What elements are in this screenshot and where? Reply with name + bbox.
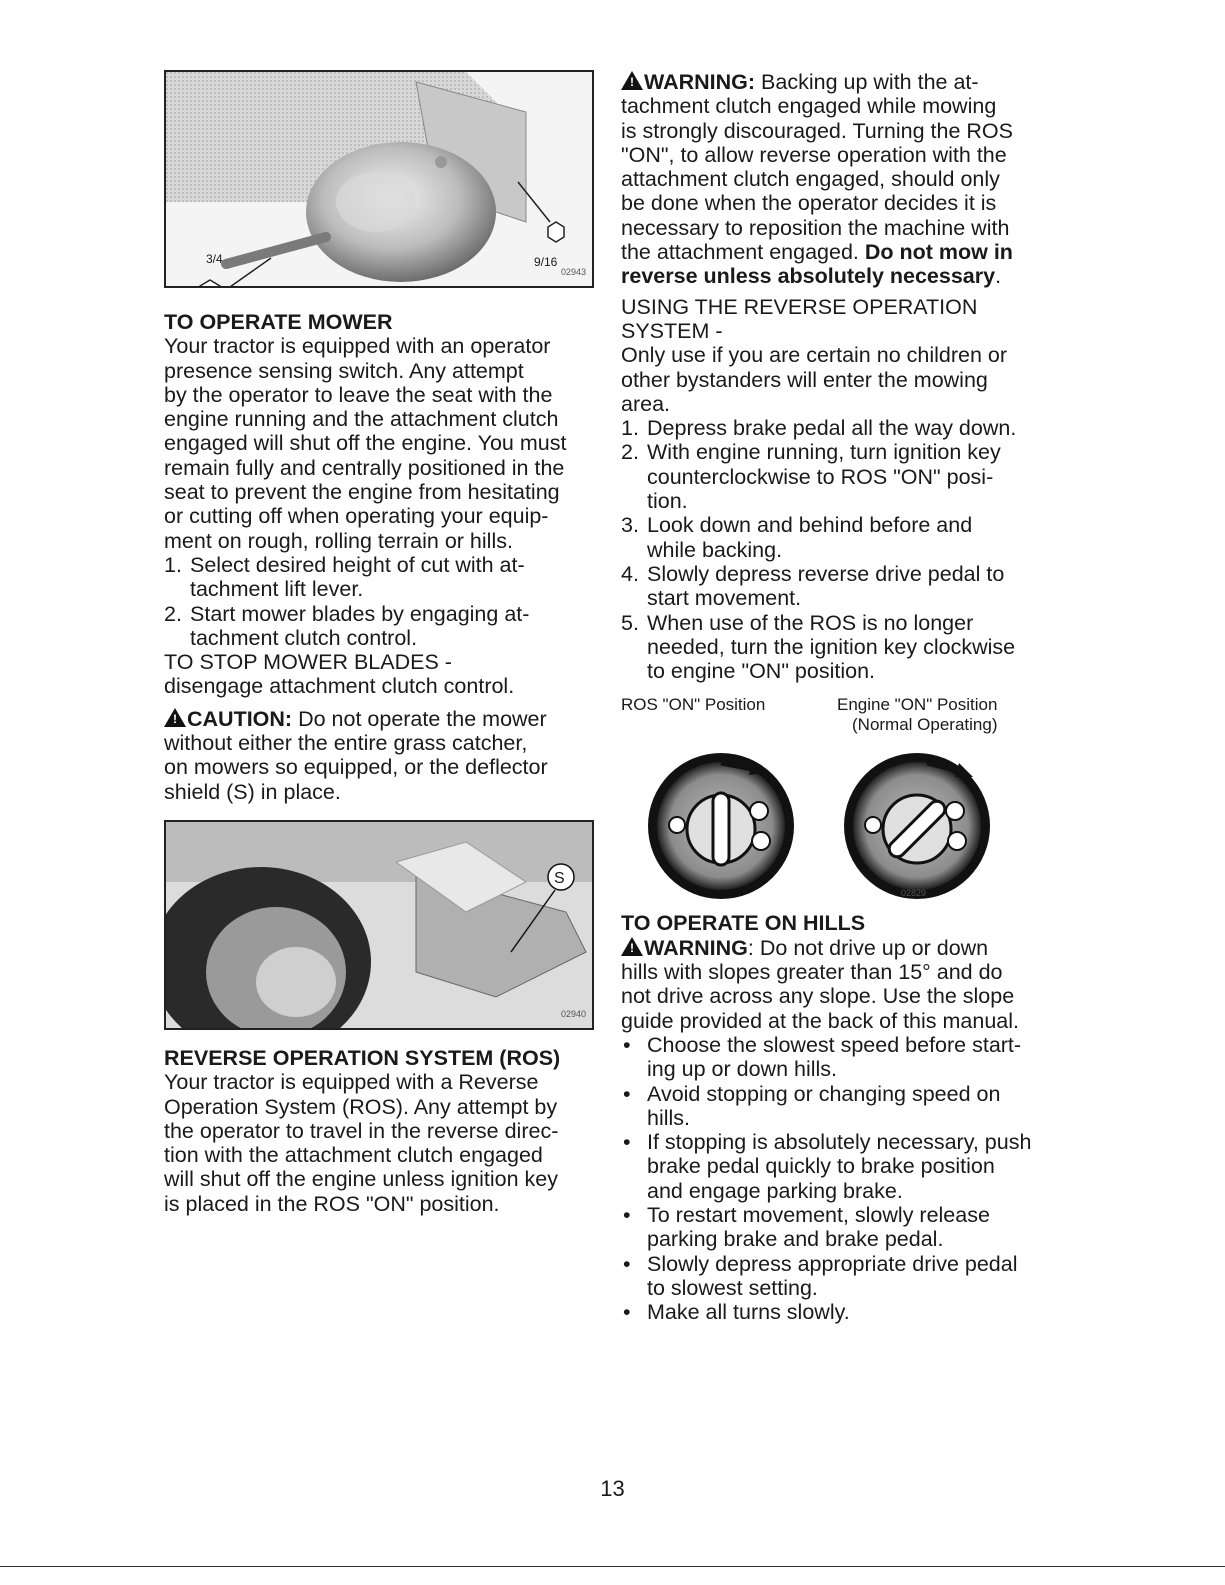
nut-916-icon xyxy=(548,222,564,242)
body-line: tachment clutch engaged while mowing xyxy=(621,94,997,119)
wheel-bolt-illustration xyxy=(166,72,592,286)
body-line: by the operator to leave the seat with the xyxy=(164,382,553,407)
figure-code: 02940 xyxy=(560,1008,586,1019)
body-line xyxy=(621,264,1061,288)
warning-line xyxy=(621,936,1061,960)
engine-key-switch-icon xyxy=(844,753,990,899)
left-column xyxy=(164,70,594,1216)
using-ros-section xyxy=(621,295,1061,684)
bullet-line: parking brake and brake pedal. xyxy=(647,1227,944,1252)
step-line: counterclockwise to ROS "ON" posi- xyxy=(647,464,994,489)
caution-label: CAUTION: xyxy=(187,706,293,731)
bullet-line: • Avoid stopping or changing speed on xyxy=(647,1081,1001,1106)
bullet-line: • Slowly depress appropriate drive pedal xyxy=(647,1251,1018,1276)
bullet-line: brake pedal quickly to brake position xyxy=(647,1154,995,1179)
step-number: 5. xyxy=(621,610,639,635)
body-line: presence sensing switch. Any attempt xyxy=(164,358,524,383)
step-line: With engine running, turn ignition key xyxy=(647,440,1001,465)
list-item xyxy=(621,1203,1061,1252)
page-number: 13 xyxy=(600,1476,625,1501)
step-line: Slowly depress reverse drive pedal to xyxy=(647,561,1005,586)
bullet-line: • Make all turns slowly. xyxy=(647,1300,850,1325)
figure-code: 02829 xyxy=(901,888,927,899)
caution-line xyxy=(164,707,594,731)
step-line: while backing. xyxy=(647,537,783,562)
step-line: Select desired height of cut with at- xyxy=(190,552,525,577)
step-number: 1. xyxy=(621,416,639,441)
body-line: is placed in the ROS "ON" position. xyxy=(164,1191,500,1216)
body-line: "ON", to allow reverse operation with the xyxy=(621,142,1007,167)
bullet-line: ing up or down hills. xyxy=(647,1057,838,1082)
right-column xyxy=(621,70,1061,1324)
warning-text: Backing up with the at- xyxy=(755,70,979,94)
list-item xyxy=(621,1300,1061,1324)
bullet-line: • If stopping is absolutely necessary, push xyxy=(647,1130,1032,1155)
body-line: ment on rough, rolling terrain or hills. xyxy=(164,528,513,553)
bullet-line: • Choose the slowest speed before start- xyxy=(647,1032,1022,1057)
body-line: shield (S) in place. xyxy=(164,779,341,804)
step-line: Look down and behind before and xyxy=(647,513,973,538)
bullet-line: hills. xyxy=(647,1105,691,1130)
body-line: area. xyxy=(621,391,671,416)
deflector-shield-figure xyxy=(164,820,594,1030)
body-line: engaged will shut off the engine. You must xyxy=(164,431,567,456)
list-item xyxy=(621,611,1061,684)
wheel-bolt-figure xyxy=(164,70,594,288)
hills-bullets xyxy=(621,1033,1061,1325)
step-number: 3. xyxy=(621,513,639,538)
body-line: hills with slopes greater than 15° and do xyxy=(621,960,1003,985)
warning-backing-notice xyxy=(621,70,1061,289)
body-line: Operation System (ROS). Any attempt by xyxy=(164,1094,558,1119)
list-item xyxy=(164,553,594,602)
emphasis-text: reverse unless absolutely necessary xyxy=(621,264,996,289)
wrench-size-34-label: 3/4 xyxy=(206,252,223,266)
body-line: tion with the attachment clutch engaged xyxy=(164,1143,543,1168)
list-item xyxy=(621,440,1061,513)
body-line: Your tractor is equipped with an operator xyxy=(164,334,551,359)
body-line: the operator to travel in the reverse direc- xyxy=(164,1118,559,1143)
deflector-shield-illustration xyxy=(166,822,592,1028)
warning-label: WARNING xyxy=(644,935,748,960)
step-number: 1. xyxy=(164,552,182,577)
body-line: guide provided at the back of this manual. xyxy=(621,1008,1020,1033)
body-line: be done when the operator decides it is xyxy=(621,191,997,216)
engine-position-caption: Engine "ON" Position xyxy=(837,695,998,715)
bottom-divider xyxy=(0,1566,1225,1567)
shield-s-label: S xyxy=(554,869,565,887)
body-line: or cutting off when operating your equip- xyxy=(164,504,549,529)
step-line: tachment clutch control. xyxy=(190,625,418,650)
section-heading: TO OPERATE MOWER xyxy=(164,310,393,334)
warning-triangle-icon: ! xyxy=(621,71,643,90)
step-line: tion. xyxy=(647,489,688,514)
caution-notice xyxy=(164,707,594,804)
figure-code: 02943 xyxy=(560,266,586,277)
ros-key-switch-icon xyxy=(648,753,794,899)
body-line: other bystanders will enter the mowing xyxy=(621,367,988,392)
section-title: SYSTEM - xyxy=(621,318,723,343)
step-number: 2. xyxy=(621,440,639,465)
body-line: on mowers so equipped, or the deflector xyxy=(164,755,548,780)
section-heading: REVERSE OPERATION SYSTEM (ROS) xyxy=(164,1045,561,1070)
wrench-size-916-label: 9/16 xyxy=(534,255,558,269)
step-line: start movement. xyxy=(647,586,802,611)
body-line: remain fully and centrally positioned in the xyxy=(164,455,565,480)
warning-triangle-icon: ! xyxy=(621,937,643,956)
ros-section xyxy=(164,1046,594,1216)
period: . xyxy=(995,264,1002,289)
bullet-line: • To restart movement, slowly release xyxy=(647,1202,990,1227)
ros-steps xyxy=(621,416,1061,683)
ros-position-caption: ROS "ON" Position xyxy=(621,695,766,715)
body-line: is strongly discouraged. Turning the ROS xyxy=(621,118,1013,143)
step-line: When use of the ROS is no longer xyxy=(647,610,974,635)
emphasis-text: Do not mow in xyxy=(864,240,1013,265)
body-text: the attachment engaged. xyxy=(621,240,865,265)
ignition-key-figure xyxy=(621,695,1041,899)
engine-position-subcaption: (Normal Operating) xyxy=(852,715,998,735)
body-line: attachment clutch engaged, should only xyxy=(621,167,1000,192)
operate-hills-section xyxy=(621,911,1061,1324)
list-item xyxy=(621,562,1061,611)
step-line: tachment lift lever. xyxy=(190,577,364,602)
section-title: USING THE REVERSE OPERATION xyxy=(621,294,978,319)
warning-triangle-icon: ! xyxy=(164,708,186,727)
step-line: Depress brake pedal all the way down. xyxy=(647,416,1017,441)
bullet-line: to slowest setting. xyxy=(647,1275,818,1300)
section-heading: TO OPERATE ON HILLS xyxy=(621,911,866,936)
list-item xyxy=(621,1033,1061,1082)
warning-label: WARNING: xyxy=(644,70,756,94)
body-line: without either the entire grass catcher, xyxy=(164,731,528,756)
body-line xyxy=(621,240,1061,264)
list-item xyxy=(621,513,1061,562)
caution-text: Do not operate the mower xyxy=(292,706,547,731)
ignition-switch-illustration xyxy=(621,741,1041,911)
list-item xyxy=(621,1252,1061,1301)
stop-blades-text: disengage attachment clutch control. xyxy=(164,674,515,699)
bullet-line: and engage parking brake. xyxy=(647,1178,903,1203)
stop-blades-title: TO STOP MOWER BLADES - xyxy=(164,650,452,675)
body-line: Your tractor is equipped with a Reverse xyxy=(164,1070,539,1095)
body-line: necessary to reposition the machine with xyxy=(621,215,1010,240)
warning-line xyxy=(621,70,1061,94)
step-line: needed, turn the ignition key clockwise xyxy=(647,634,1016,659)
step-number: 4. xyxy=(621,561,639,586)
list-item xyxy=(621,1130,1061,1203)
mower-steps xyxy=(164,553,594,650)
list-item xyxy=(621,1082,1061,1131)
step-line: to engine "ON" position. xyxy=(647,659,876,684)
body-line: Only use if you are certain no children or xyxy=(621,343,1008,368)
body-line: will shut off the engine unless ignition key xyxy=(164,1167,559,1192)
operate-mower-section xyxy=(164,310,594,699)
step-number: 2. xyxy=(164,601,182,626)
body-line: not drive across any slope. Use the slope xyxy=(621,984,1015,1009)
list-item xyxy=(621,416,1061,440)
body-line: seat to prevent the engine from hesitating xyxy=(164,480,560,505)
list-item xyxy=(164,602,594,651)
step-line: Start mower blades by engaging at- xyxy=(190,601,530,626)
warning-text: : Do not drive up or down xyxy=(747,935,989,960)
body-line: engine running and the attachment clutch xyxy=(164,407,559,432)
